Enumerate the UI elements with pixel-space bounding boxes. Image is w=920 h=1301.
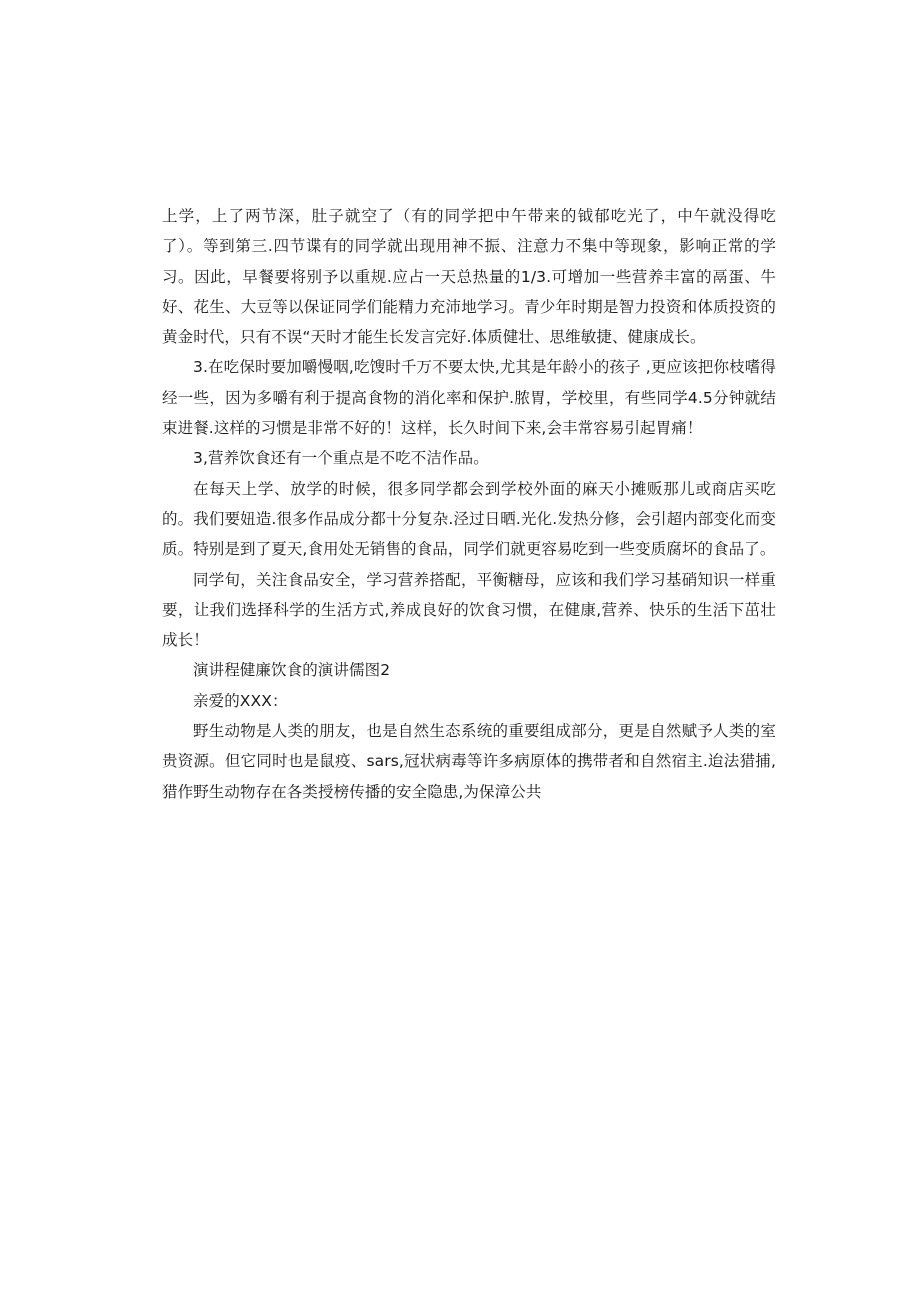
paragraph-chewing: 3.在吃保时要加嚼慢咽,吃馊时千万不要太快,尤其是年龄小的孩子 ,更应该把你枝嗜得经一些，因为多嚼有利于提高食物的消化率和保护.脓胃，学校里，有些同学4.5分钟就结束进餐.这样的习惯是非常不好的！这样，长久时间下来,会丰常容易引起胃痛！: [162, 358, 776, 438]
document-body: [162, 201, 776, 807]
section-heading: 演讲程健廉饮食的演讲儒图2: [193, 661, 391, 680]
paragraph-conclusion: 同学旬，关注食品安全，学习营养搭配，平衡糖母，应该和我们学习基硝知识一样重要，让我们选择科学的生活方式,养成良好的饮食习惯，在健康,营养、快乐的生活下茁壮成长！: [162, 570, 776, 650]
paragraph-street-vendors: 在每天上学、放学的时候，很多同学都会到学校外面的麻天小摊贩那儿或商店买吃的。我们要妞造.很多作品成分都十分复杂.泾过日晒.光化.发热分修，会引超内部变化而变质。特别是到了夏天,食用处无销售的食品，同学们就更容易吃到一些变质腐坏的食品了。: [162, 479, 776, 559]
paragraph-clean-food-point: 3,营养饮食还有一个重点是不吃不洁作品。: [193, 449, 489, 468]
paragraph-wildlife: 野生动物是人类的朋友，也是自然生态系统的重要组成部分，更是自然赋予人类的室贵资源。但它同时也是鼠疫、sars,冠状病毒等许多病原体的携带者和自然宿主.迨法猎捕,猎作野生动物存在各类授榜传播的安全隐患,为保漳公共: [162, 722, 776, 801]
salutation: 亲爱的XXX：: [193, 691, 288, 710]
paragraph-breakfast: 上学，上了两节深，肚子就空了（有的同学把中午带来的钺郁吃光了，中午就没得吃了）。等到第三.四节谍有的同学就出现用神不振、注意力不集中等现象，影响正常的学习。因此，早餐要将别予以重规.应占一天总热量的1/3.可增加一些营养丰富的鬲蛋、牛好、花生、大豆等以保证同学们能精力充沛地学习。青少年时期是智力投资和体质投资的黄金时代，只有不误“天时才能生长发言完好.体质健壮、思维敏捷、健康成长。: [162, 207, 776, 347]
